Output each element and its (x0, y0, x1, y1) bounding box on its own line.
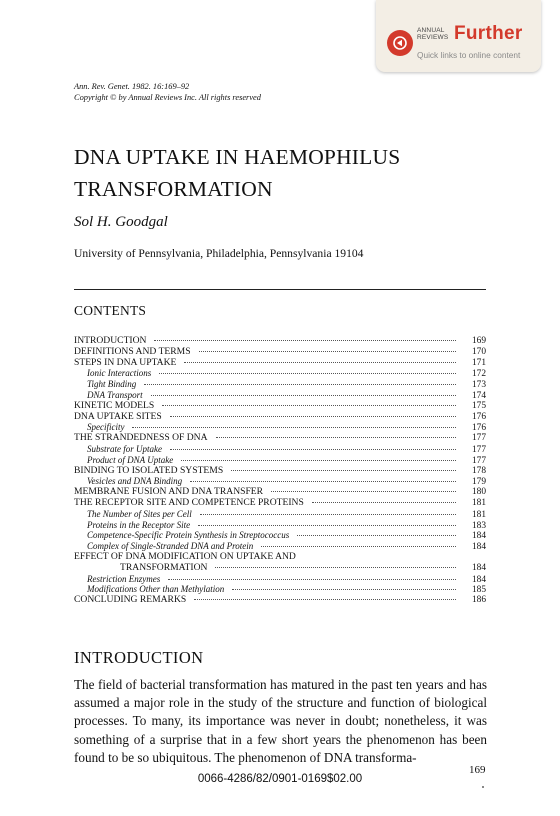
toc-entry-page: 183 (471, 520, 486, 531)
toc-entry-label: Restriction Enzymes (87, 573, 161, 584)
contents-heading: CONTENTS (74, 303, 147, 318)
toc-entry-label: Substrate for Uptake (87, 443, 162, 454)
article-title (74, 141, 400, 205)
toc-entry[interactable] (74, 368, 486, 379)
toc-entry-page: 176 (471, 411, 486, 422)
introduction-paragraph: The field of bacterial transformation has matured in the past ten years and has assumed a major role in the study of the structure and function of biological processes. To many, its importance was never in doubt; nonetheless, it was something of a surprise that in a few short years the phenomenon has been found to be so ubiquitous. The phenomenon of DNA transforma- (74, 677, 487, 765)
toc-entry-page: 180 (471, 487, 486, 498)
toc-entry-label: KINETIC MODELS (74, 399, 155, 411)
toc-entry-page: 186 (471, 595, 486, 606)
toc-entry[interactable] (74, 595, 486, 606)
toc-entry-page: 179 (471, 477, 486, 488)
toc-leader-dots (151, 394, 456, 396)
title-line: TRANSFORMATION (74, 177, 273, 201)
citation-line: Ann. Rev. Genet. 1982. 16:169–92 (74, 82, 190, 91)
toc-leader-dots (199, 350, 456, 352)
toc-entry-page: 177 (471, 433, 486, 444)
toc-leader-dots (170, 415, 456, 417)
toc-entry-label: DNA Transport (87, 389, 143, 400)
toc-leader-dots (132, 426, 456, 428)
toc-entry[interactable] (74, 433, 486, 444)
toc-entry-page: 184 (471, 542, 486, 553)
annual-reviews-further-badge[interactable] (376, 0, 541, 72)
toc-entry-page: 184 (471, 562, 486, 573)
toc-leader-dots (170, 448, 456, 450)
toc-leader-dots (297, 534, 456, 536)
badge-line-reviews: REVIEWS (417, 34, 449, 42)
toc-entry-label: INTRODUCTION (74, 335, 147, 346)
section-divider (74, 289, 486, 290)
toc-entry-label: TRANSFORMATION (120, 561, 208, 573)
toc-entry[interactable] (74, 379, 486, 390)
toc-entry[interactable] (74, 509, 486, 520)
toc-leader-dots (261, 545, 456, 547)
toc-entry-page: 174 (471, 390, 486, 401)
toc-entry[interactable] (74, 530, 486, 541)
toc-leader-dots (144, 383, 456, 385)
toc-leader-dots (190, 480, 456, 482)
page-mark (482, 786, 484, 788)
toc-entry-label: Ionic Interactions (87, 368, 152, 379)
toc-entry-label: THE RECEPTOR SITE AND COMPETENCE PROTEINS (74, 496, 304, 508)
toc-entry-label: Competence-Specific Protein Synthesis in Streptococcus (87, 530, 290, 541)
footer-price-code: 0066-4286/82/0901-0169$02.00 (197, 773, 363, 785)
toc-entry-page: 171 (471, 357, 486, 368)
toc-entry-label: MEMBRANE FUSION AND DNA TRANSFER (74, 486, 264, 498)
toc-entry-label: Tight Binding (87, 379, 137, 390)
toc-entry[interactable] (74, 412, 486, 423)
toc-entry-label: Complex of Single-Stranded DNA and Protein (87, 541, 254, 552)
toc-entry-label: EFFECT OF DNA MODIFICATION ON UPTAKE AND (74, 550, 296, 562)
toc-entry-page: 177 (471, 444, 486, 455)
toc-leader-dots (271, 490, 456, 492)
badge-subtitle: Quick links to online content (417, 50, 521, 60)
toc-entry-label: Specificity (87, 422, 125, 433)
journal-citation (74, 81, 261, 103)
toc-entry-label: CONCLUDING REMARKS (74, 594, 187, 606)
arrow-left-icon (387, 30, 413, 56)
toc-entry-label: THE STRANDEDNESS OF DNA (74, 432, 208, 444)
toc-entry-page: 169 (471, 336, 486, 346)
badge-line-annual: ANNUAL (417, 27, 445, 34)
toc-leader-dots (168, 578, 456, 580)
toc-leader-dots (231, 469, 456, 471)
toc-entry-page: 185 (471, 585, 486, 596)
toc-entry[interactable] (74, 455, 486, 466)
toc-entry-label: STEPS IN DNA UPTAKE (74, 356, 177, 368)
toc-entry-page: 184 (471, 531, 486, 542)
toc-entry[interactable] (74, 401, 486, 412)
toc-entry-label: The Number of Sites per Cell (87, 508, 192, 519)
toc-entry-page: 184 (471, 574, 486, 585)
toc-entry-page: 172 (471, 369, 486, 380)
toc-leader-dots (312, 501, 456, 503)
toc-leader-dots (154, 339, 456, 341)
toc-entry-label: Vesicles and DNA Binding (87, 476, 183, 487)
toc-entry-page: 178 (471, 465, 486, 476)
badge-further-label: Further (454, 23, 523, 44)
toc-leader-dots (198, 524, 456, 526)
toc-leader-dots (194, 598, 456, 600)
toc-entry-page: 181 (471, 497, 486, 508)
title-line: DNA UPTAKE IN HAEMOPHILUS (74, 145, 401, 169)
toc-leader-dots (215, 566, 456, 568)
toc-entry[interactable] (74, 520, 486, 531)
toc-entry-page: 177 (471, 455, 486, 466)
toc-leader-dots (162, 404, 456, 406)
toc-entry[interactable] (74, 466, 486, 477)
toc-entry-label: Proteins in the Receptor Site (87, 519, 191, 530)
toc-entry[interactable] (74, 358, 486, 369)
table-of-contents (74, 336, 486, 606)
toc-leader-dots (184, 361, 456, 363)
toc-leader-dots (159, 372, 456, 374)
toc-leader-dots (181, 459, 456, 461)
toc-entry[interactable] (74, 563, 486, 574)
toc-entry-page: 181 (471, 509, 486, 520)
toc-leader-dots (232, 588, 456, 590)
author-affiliation: University of Pennsylvania, Philadelphia, Pennsylvania 19104 (74, 247, 364, 260)
toc-entry-label: DEFINITIONS AND TERMS (74, 345, 191, 357)
toc-entry[interactable] (74, 498, 486, 509)
toc-leader-dots (216, 436, 456, 438)
copyright-line: Copyright © by Annual Reviews Inc. All rights reserved (74, 93, 261, 102)
toc-entry[interactable] (74, 347, 486, 358)
toc-entry-label: Product of DNA Uptake (87, 454, 174, 465)
toc-entry-page: 176 (471, 423, 486, 434)
page-number: 169 (469, 764, 486, 776)
badge-publisher-name (417, 27, 448, 41)
toc-entry-label: Modifications Other than Methylation (87, 584, 225, 595)
toc-entry[interactable] (74, 574, 486, 585)
toc-entry-label: DNA UPTAKE SITES (74, 410, 162, 422)
toc-entry-page: 173 (471, 380, 486, 391)
introduction-heading: INTRODUCTION (74, 648, 204, 667)
toc-entry-page: 170 (471, 346, 486, 357)
toc-entry-label: BINDING TO ISOLATED SYSTEMS (74, 464, 224, 476)
toc-entry-page: 175 (471, 400, 486, 411)
author-name: Sol H. Goodgal (74, 214, 168, 230)
toc-leader-dots (200, 513, 456, 515)
toc-entry[interactable] (74, 444, 486, 455)
